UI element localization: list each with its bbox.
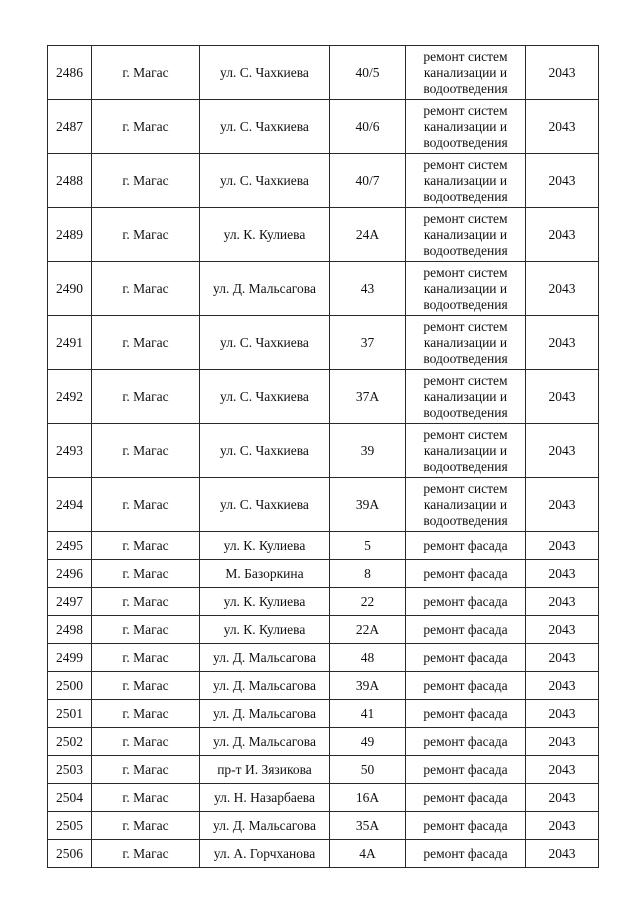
- city-cell: г. Магас: [92, 560, 200, 588]
- house-number-cell: 8: [330, 560, 406, 588]
- row-number-cell: 2491: [48, 316, 92, 370]
- row-number-cell: 2488: [48, 154, 92, 208]
- work-type-line: ремонт систем: [423, 102, 508, 118]
- work-type-cell: [406, 728, 526, 756]
- row-number-cell: 2502: [48, 728, 92, 756]
- row-number-cell: 2497: [48, 588, 92, 616]
- street-cell: ул. А. Горчханова: [200, 840, 330, 868]
- city-cell: г. Магас: [92, 262, 200, 316]
- house-number-cell: 16А: [330, 784, 406, 812]
- street-cell: ул. С. Чахкиева: [200, 424, 330, 478]
- table-row: [48, 616, 599, 644]
- city-cell: г. Магас: [92, 208, 200, 262]
- table-row: [48, 478, 599, 532]
- work-type-line: канализации и: [423, 226, 508, 242]
- work-type-cell: [406, 532, 526, 560]
- work-type-cell: [406, 784, 526, 812]
- house-number-cell: 4А: [330, 840, 406, 868]
- city-cell: г. Магас: [92, 316, 200, 370]
- work-type-cell: [406, 840, 526, 868]
- work-type-line: ремонт систем: [423, 48, 508, 64]
- year-cell: 2043: [526, 46, 599, 100]
- work-type-cell: [406, 812, 526, 840]
- year-cell: 2043: [526, 208, 599, 262]
- city-cell: г. Магас: [92, 784, 200, 812]
- city-cell: г. Магас: [92, 756, 200, 784]
- year-cell: 2043: [526, 784, 599, 812]
- house-number-cell: 37А: [330, 370, 406, 424]
- work-type-line: канализации и: [423, 388, 508, 404]
- table-row: [48, 100, 599, 154]
- work-type-line: канализации и: [423, 334, 508, 350]
- year-cell: 2043: [526, 644, 599, 672]
- city-cell: г. Магас: [92, 728, 200, 756]
- table-row: [48, 208, 599, 262]
- work-type-line: водоотведения: [423, 134, 508, 150]
- year-cell: 2043: [526, 700, 599, 728]
- house-number-cell: 5: [330, 532, 406, 560]
- work-type-line: ремонт систем: [423, 318, 508, 334]
- year-cell: 2043: [526, 588, 599, 616]
- table-row: [48, 812, 599, 840]
- city-cell: г. Магас: [92, 616, 200, 644]
- street-cell: ул. К. Кулиева: [200, 208, 330, 262]
- work-type-line: ремонт систем: [423, 480, 508, 496]
- street-cell: М. Базоркина: [200, 560, 330, 588]
- work-type-line: ремонт фасада: [423, 593, 508, 609]
- work-type-line: канализации и: [423, 118, 508, 134]
- work-type-line: ремонт систем: [423, 372, 508, 388]
- work-type-line: ремонт фасада: [423, 705, 508, 721]
- city-cell: г. Магас: [92, 532, 200, 560]
- work-type-cell: [406, 370, 526, 424]
- city-cell: г. Магас: [92, 478, 200, 532]
- row-number-cell: 2489: [48, 208, 92, 262]
- row-number-cell: 2499: [48, 644, 92, 672]
- row-number-cell: 2493: [48, 424, 92, 478]
- work-type-line: водоотведения: [423, 512, 508, 528]
- house-number-cell: 40/6: [330, 100, 406, 154]
- city-cell: г. Магас: [92, 46, 200, 100]
- city-cell: г. Магас: [92, 100, 200, 154]
- street-cell: ул. К. Кулиева: [200, 588, 330, 616]
- year-cell: 2043: [526, 812, 599, 840]
- work-type-line: канализации и: [423, 280, 508, 296]
- street-cell: пр-т И. Зязикова: [200, 756, 330, 784]
- work-type-line: ремонт фасада: [423, 565, 508, 581]
- table-row: [48, 532, 599, 560]
- work-type-line: канализации и: [423, 64, 508, 80]
- work-type-line: канализации и: [423, 496, 508, 512]
- table-row: [48, 370, 599, 424]
- work-type-line: ремонт систем: [423, 210, 508, 226]
- table-row: [48, 700, 599, 728]
- row-number-cell: 2506: [48, 840, 92, 868]
- house-number-cell: 39: [330, 424, 406, 478]
- row-number-cell: 2490: [48, 262, 92, 316]
- row-number-cell: 2486: [48, 46, 92, 100]
- table-row: [48, 840, 599, 868]
- street-cell: ул. Д. Мальсагова: [200, 672, 330, 700]
- house-number-cell: 40/7: [330, 154, 406, 208]
- table-row: [48, 756, 599, 784]
- house-number-cell: 39А: [330, 672, 406, 700]
- street-cell: ул. Д. Мальсагова: [200, 728, 330, 756]
- table-row: [48, 644, 599, 672]
- work-type-cell: [406, 616, 526, 644]
- street-cell: ул. К. Кулиева: [200, 532, 330, 560]
- city-cell: г. Магас: [92, 644, 200, 672]
- table-row: [48, 560, 599, 588]
- work-type-line: канализации и: [423, 172, 508, 188]
- house-number-cell: 43: [330, 262, 406, 316]
- work-type-line: ремонт фасада: [423, 621, 508, 637]
- work-type-cell: [406, 644, 526, 672]
- work-type-line: ремонт фасада: [423, 733, 508, 749]
- house-number-cell: 22А: [330, 616, 406, 644]
- house-number-cell: 22: [330, 588, 406, 616]
- work-type-cell: [406, 478, 526, 532]
- street-cell: ул. К. Кулиева: [200, 616, 330, 644]
- row-number-cell: 2498: [48, 616, 92, 644]
- year-cell: 2043: [526, 154, 599, 208]
- house-number-cell: 39А: [330, 478, 406, 532]
- table-row: [48, 424, 599, 478]
- table-row: [48, 316, 599, 370]
- table-row: [48, 154, 599, 208]
- repair-schedule-table: [47, 45, 599, 868]
- work-type-line: ремонт фасада: [423, 677, 508, 693]
- street-cell: ул. Д. Мальсагова: [200, 700, 330, 728]
- year-cell: 2043: [526, 840, 599, 868]
- year-cell: 2043: [526, 262, 599, 316]
- city-cell: г. Магас: [92, 672, 200, 700]
- row-number-cell: 2494: [48, 478, 92, 532]
- work-type-line: ремонт фасада: [423, 817, 508, 833]
- work-type-line: ремонт фасада: [423, 789, 508, 805]
- street-cell: ул. Н. Назарбаева: [200, 784, 330, 812]
- work-type-cell: [406, 46, 526, 100]
- city-cell: г. Магас: [92, 700, 200, 728]
- house-number-cell: 41: [330, 700, 406, 728]
- street-cell: ул. Д. Мальсагова: [200, 262, 330, 316]
- house-number-cell: 48: [330, 644, 406, 672]
- house-number-cell: 24А: [330, 208, 406, 262]
- year-cell: 2043: [526, 532, 599, 560]
- street-cell: ул. С. Чахкиева: [200, 478, 330, 532]
- work-type-line: водоотведения: [423, 404, 508, 420]
- work-type-cell: [406, 672, 526, 700]
- work-type-line: ремонт систем: [423, 156, 508, 172]
- year-cell: 2043: [526, 616, 599, 644]
- table-row: [48, 588, 599, 616]
- year-cell: 2043: [526, 478, 599, 532]
- row-number-cell: 2501: [48, 700, 92, 728]
- work-type-cell: [406, 424, 526, 478]
- street-cell: ул. Д. Мальсагова: [200, 812, 330, 840]
- row-number-cell: 2487: [48, 100, 92, 154]
- work-type-cell: [406, 560, 526, 588]
- work-type-line: ремонт фасада: [423, 537, 508, 553]
- street-cell: ул. С. Чахкиева: [200, 46, 330, 100]
- table-row: [48, 46, 599, 100]
- street-cell: ул. Д. Мальсагова: [200, 644, 330, 672]
- work-type-line: водоотведения: [423, 296, 508, 312]
- row-number-cell: 2503: [48, 756, 92, 784]
- work-type-line: водоотведения: [423, 242, 508, 258]
- work-type-cell: [406, 756, 526, 784]
- city-cell: г. Магас: [92, 588, 200, 616]
- house-number-cell: 35А: [330, 812, 406, 840]
- street-cell: ул. С. Чахкиева: [200, 154, 330, 208]
- year-cell: 2043: [526, 100, 599, 154]
- city-cell: г. Магас: [92, 370, 200, 424]
- year-cell: 2043: [526, 560, 599, 588]
- work-type-line: канализации и: [423, 442, 508, 458]
- work-type-cell: [406, 316, 526, 370]
- table-row: [48, 784, 599, 812]
- row-number-cell: 2496: [48, 560, 92, 588]
- house-number-cell: 40/5: [330, 46, 406, 100]
- house-number-cell: 49: [330, 728, 406, 756]
- row-number-cell: 2505: [48, 812, 92, 840]
- work-type-line: ремонт систем: [423, 264, 508, 280]
- street-cell: ул. С. Чахкиева: [200, 370, 330, 424]
- year-cell: 2043: [526, 316, 599, 370]
- year-cell: 2043: [526, 756, 599, 784]
- city-cell: г. Магас: [92, 812, 200, 840]
- work-type-cell: [406, 208, 526, 262]
- house-number-cell: 37: [330, 316, 406, 370]
- work-type-cell: [406, 700, 526, 728]
- table-body: [48, 46, 599, 868]
- table-row: [48, 672, 599, 700]
- work-type-line: водоотведения: [423, 458, 508, 474]
- city-cell: г. Магас: [92, 154, 200, 208]
- city-cell: г. Магас: [92, 840, 200, 868]
- street-cell: ул. С. Чахкиева: [200, 100, 330, 154]
- year-cell: 2043: [526, 424, 599, 478]
- table-row: [48, 262, 599, 316]
- city-cell: г. Магас: [92, 424, 200, 478]
- work-type-cell: [406, 262, 526, 316]
- year-cell: 2043: [526, 672, 599, 700]
- row-number-cell: 2504: [48, 784, 92, 812]
- year-cell: 2043: [526, 370, 599, 424]
- house-number-cell: 50: [330, 756, 406, 784]
- work-type-cell: [406, 100, 526, 154]
- work-type-line: ремонт фасада: [423, 761, 508, 777]
- work-type-line: водоотведения: [423, 188, 508, 204]
- table-row: [48, 728, 599, 756]
- street-cell: ул. С. Чахкиева: [200, 316, 330, 370]
- work-type-line: водоотведения: [423, 80, 508, 96]
- row-number-cell: 2500: [48, 672, 92, 700]
- work-type-line: водоотведения: [423, 350, 508, 366]
- year-cell: 2043: [526, 728, 599, 756]
- work-type-line: ремонт систем: [423, 426, 508, 442]
- row-number-cell: 2492: [48, 370, 92, 424]
- work-type-line: ремонт фасада: [423, 845, 508, 861]
- row-number-cell: 2495: [48, 532, 92, 560]
- work-type-cell: [406, 154, 526, 208]
- work-type-line: ремонт фасада: [423, 649, 508, 665]
- work-type-cell: [406, 588, 526, 616]
